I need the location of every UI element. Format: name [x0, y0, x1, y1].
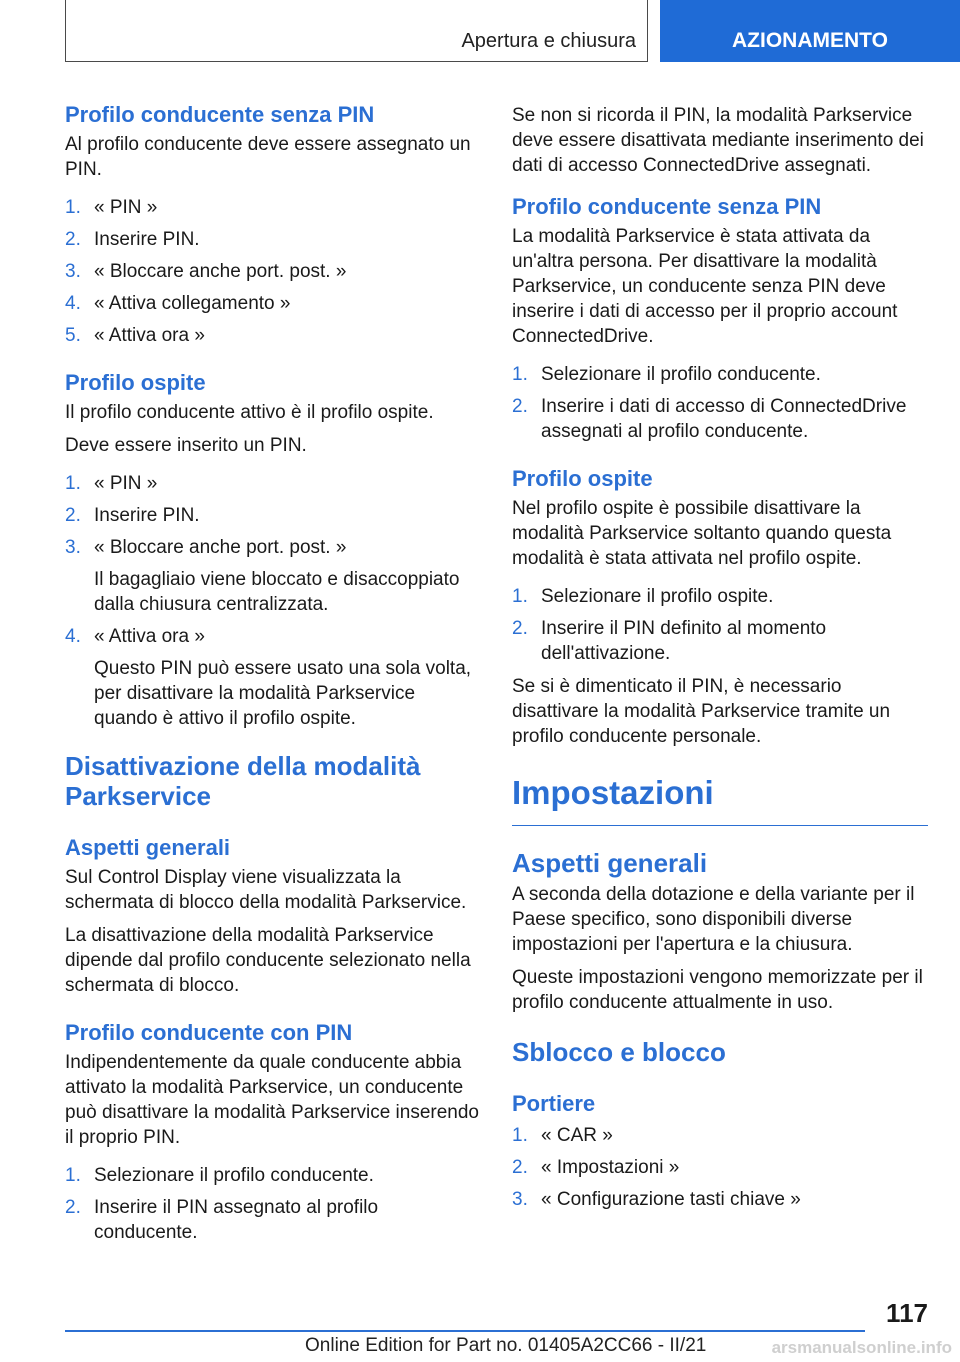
list-item: 1. « PIN »: [65, 473, 158, 494]
paragraph: Deve essere inserito un PIN.: [65, 435, 307, 456]
list-item: 1. Selezionare il profilo ospite.: [512, 586, 774, 607]
list-item: 1. Selezionare il profilo conducente.: [65, 1165, 374, 1186]
list-item: 2. Inserire il PIN definito al momento dell'attivazione.: [512, 618, 827, 664]
paragraph: La disattivazione della modalità Parkservice dipende dal profilo conducente selezionato nella schermata di blocco.: [65, 925, 471, 996]
chapter-heading: Disattivazione della modalità Parkservice: [65, 751, 421, 811]
section-heading: Aspetti generali: [65, 835, 231, 860]
numbered-list: [65, 471, 483, 731]
section-heading: Profilo ospite: [512, 466, 653, 491]
list-item: 2. « Impostazioni »: [512, 1157, 680, 1178]
chapter-heading: Impostazioni: [512, 771, 928, 826]
section-heading: Profilo conducente con PIN: [65, 1020, 353, 1045]
footer-divider: [65, 1330, 865, 1332]
numbered-list: [512, 584, 928, 666]
page-number: 117: [886, 1298, 928, 1328]
list-item: 5. « Attiva ora »: [65, 325, 205, 346]
section-heading: Profilo ospite: [65, 370, 206, 395]
list-item: 2. Inserire PIN.: [65, 229, 200, 250]
list-item: 4. « Attiva collegamento »: [65, 293, 291, 314]
list-item: 1. Selezionare il profilo conducente.: [512, 364, 821, 385]
numbered-list: [512, 362, 928, 444]
numbered-list: [65, 195, 483, 348]
paragraph: Se non si ricorda il PIN, la modalità Parkservice deve essere disattivata mediante inserimento dei dati di accesso ConnectedDrive assegnati.: [512, 105, 924, 176]
numbered-list: [65, 1163, 483, 1245]
list-item: 1. « PIN »: [65, 197, 158, 218]
list-item: 2. Inserire i dati di accesso di ConnectedDrive assegnati al profilo conducente.: [512, 396, 907, 442]
paragraph: Al profilo conducente deve essere assegnato un PIN.: [65, 134, 471, 180]
list-item: 4. « Attiva ora » Questo PIN può essere usato una sola volta, per disattivare la modalità Parkservice quando è attivo il profilo ospite.: [65, 624, 483, 731]
numbered-list: [512, 1123, 928, 1212]
list-item: 3. « Bloccare anche port. post. »: [65, 261, 347, 282]
paragraph: Il profilo conducente attivo è il profilo ospite.: [65, 402, 434, 423]
paragraph: Queste impostazioni vengono memorizzate per il profilo conducente attualmente in uso.: [512, 967, 923, 1013]
paragraph: Indipendentemente da quale conducente abbia attivato la modalità Parkservice, un conducente può disattivare la modalità Parkservice inserendo il proprio PIN.: [65, 1052, 479, 1148]
section-heading: Profilo conducente senza PIN: [512, 194, 822, 219]
left-column: [65, 100, 483, 1245]
paragraph: Sul Control Display viene visualizzata la schermata di blocco della modalità Parkservice.: [65, 867, 467, 913]
list-item-note: Questo PIN può essere usato una sola volta, per disattivare la modalità Parkservice quando è attivo il profilo ospite.: [94, 658, 472, 729]
list-item: 1. « CAR »: [512, 1125, 613, 1146]
section-heading: Profilo conducente senza PIN: [65, 102, 375, 127]
paragraph: A seconda della dotazione e della variante per il Paese specifico, sono disponibili diverse impostazioni per l'apertura e la chiusura.: [512, 884, 915, 955]
section-title: Apertura e chiusura: [461, 30, 636, 52]
list-item: 2. Inserire PIN.: [65, 505, 200, 526]
chapter-tab: AZIONAMENTO: [660, 0, 960, 62]
paragraph: Nel profilo ospite è possibile disattivare la modalità Parkservice soltanto quando questa modalità è stata attivata nel profilo ospite.: [512, 498, 892, 569]
section-heading: Sblocco e blocco: [512, 1037, 726, 1067]
list-item: 3. « Bloccare anche port. post. » Il bagagliaio viene bloccato e disaccoppiato dalla chiusura centralizzata.: [65, 535, 483, 617]
list-item: 3. « Configurazione tasti chiave »: [512, 1189, 801, 1210]
section-heading: Aspetti generali: [512, 848, 708, 878]
list-item: 2. Inserire il PIN assegnato al profilo conducente.: [65, 1197, 379, 1243]
paragraph: Se si è dimenticato il PIN, è necessario disattivare la modalità Parkservice tramite un profilo conducente personale.: [512, 676, 891, 747]
edition-note: Online Edition for Part no. 01405A2CC66 - II/21: [305, 1335, 707, 1356]
subsection-heading: Portiere: [512, 1091, 596, 1116]
watermark: arsmanualsonline.info: [771, 1338, 952, 1357]
paragraph: La modalità Parkservice è stata attivata da un'altra persona. Per disattivare la modalità Parkservice, un conducente senza PIN deve inserire i dati di accesso per il proprio account ConnectedDrive.: [512, 226, 898, 347]
list-item-note: Il bagagliaio viene bloccato e disaccoppiato dalla chiusura centralizzata.: [94, 569, 460, 615]
right-column: [512, 100, 928, 1212]
